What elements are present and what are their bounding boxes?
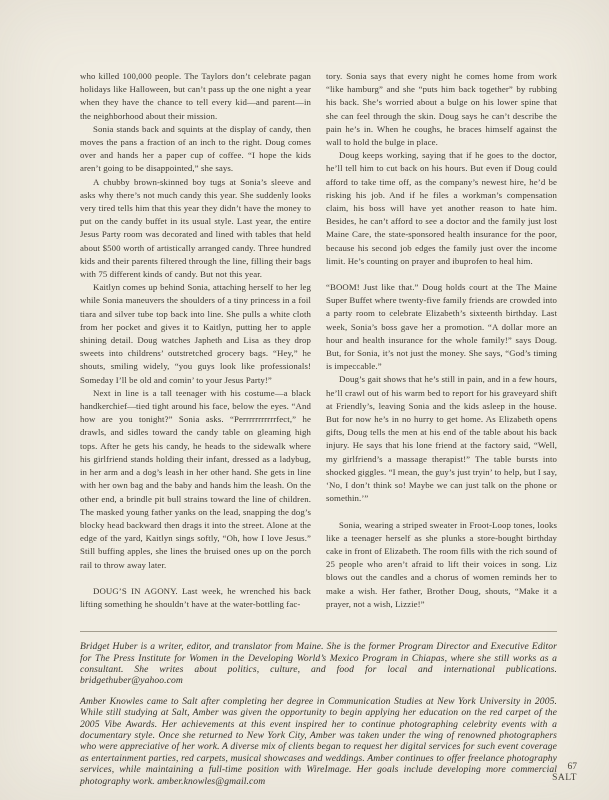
article-paragraph: who killed 100,000 people. The Taylors don’t celebrate pagan holidays like Halloween, but can’t pass up the one night a year when they have the chance to tell every kid—and parent—in the neighborhood about their mission.: [80, 71, 311, 121]
page-footer: [552, 762, 577, 784]
contributor-bio: Bridget Huber is a writer, editor, and translator from Maine. She is the former Program Director and Executive Editor for The Press Institute for Women in the Developing World’s Mexico Program in Chiapas, where she still works as a consultant. She writes about politics, culture, and food for local and international publications. bridgethuber@yahoo.com: [80, 641, 557, 687]
article-paragraph: Doug’s gait shows that he’s still in pain, and in a few hours, he’ll crawl out of his warm bed to report for his graveyard shift at Friendly’s, leaving Sonia and the kids asleep in the house. But for now he’s in no hurry to get home. As Elizabeth opens gifts, Doug tells the men at his end of the table about his back injury. He says that his lone friend at the factory said, “Well, my girlfriend’s a massage therapist!” The table bursts into shocked giggles. “I mean, the guy’s just tryin’ to help, but I say, ‘No, I don’t think so! Maybe we can just talk on the phone or somethin.’”: [326, 374, 557, 504]
article-paragraph: Next in line is a tall teenager with his costume—a black handkerchief—tied tight around his face, below the eyes. “And how are you tonight?” Sonia asks. “Perrrrrrrrrrrfect,” he drawls, and sidles toward the candy table on gleaming high tops. After he gets his candy, he heads to the sidewalk where his girlfriend stands holding their infant, dressed as a ladybug, in her arm and a dog’s leash in her other hand. She gets in line with her own bag and the baby and hands him the leash. On the other end, a brindle pit bull strains toward the line of children. The masked young father yanks on the lead, snapping the dog’s blocky head backward then drags it into the street. Alone at the edge of the yard, Kaitlyn sings softly, “Oh, how I love Jesus.” Still buffing apples, she lines the bruised ones up on the porch rail to throw away later.: [80, 387, 311, 570]
article-paragraph: Doug keeps working, saying that if he goes to the doctor, he’ll tell him to cut back on his hours. But even if Doug could afford to take time off, as the company’s newest hire, he’d be risking his job. And if he files a workman’s compensation claim, his boss will have yet another reason to hate him. Besides, he can’t afford to see a doctor and the family just lost Maine Care, the state-sponsored health insurance for the poor, because his second job edges the family just over the income limit. He’s counting on prayer and ibuprofen to heal him.: [326, 150, 557, 266]
article-paragraph: DOUG’S IN AGONY. Last week, he wrenched his back lifting something he shouldn’t have at the water-bottling fac-: [80, 585, 311, 609]
contributor-bio: Amber Knowles came to Salt after completing her degree in Communication Studies at New York University in 2005. While still studying at Salt, Amber was given the opportunity to begin applying her education on the red carpet of the 2005 Vibe Awards. Her achievements at this event inspired her to continue photographing celebrity events with a documentary style. Once she returned to New York City, Amber was taken under the wing of renowned photographers who were appreciative of her work. A diverse mix of clients began to request her digital services for such event coverage as entertainment parties, red carpets, musical showcases and weddings. Amber continues to offer freelance photography services, while maintaining a full-time position with WireImage. Her goals include developing more commercial photography work. amber.knowles@gmail.com: [80, 695, 557, 787]
bio-section-divider: [80, 631, 557, 632]
page-content: [80, 70, 557, 796]
article-paragraph: Sonia stands back and squints at the display of candy, then moves the pans a fraction of an inch to the right. Doug comes over and hands her a paper cup of coffee. “I hope the kids aren’t going to be disappointed,” she says.: [80, 123, 311, 174]
page-number: 67: [567, 762, 577, 772]
article-paragraph: Kaitlyn comes up behind Sonia, attaching herself to her leg while Sonia maneuvers the shoulders of a tiny princess in a foil tiara and silver tube top back into line. She pulls a white cloth from her pocket and gives it to Kaitlyn, putting her to apple shining detail. Doug watches Japheth and Lisa as they drop sweets into childrens’ outstretched grocery bags. “Hey,” he shouts, smiling widely, “you guys look like professionals! Someday I’ll be old and comin’ to your Jesus Party!”: [80, 282, 311, 385]
article-column-left: [80, 70, 311, 611]
article-columns: [80, 70, 557, 611]
article-paragraph: Sonia, wearing a striped sweater in Froot-Loop tones, looks like a teenager herself as she plunks a store-bought birthday cake in front of Elizabeth. The room fills with the rich sound of 25 people who aren’t afraid to lift their voices in song. Liz blows out the candles and a chorus of women reminds her to make a wish. Her father, Brother Doug, shouts, “Make it a prayer, not a wish, Lizzie!”: [326, 519, 557, 609]
article-paragraph: “BOOM! Just like that.” Doug holds court at the The Maine Super Buffet where twenty-five family friends are crowded into a party room to celebrate Elizabeth’s sixteenth birthday. Last week, Sonia’s boss gave her a promotion. “A dollar more an hour and health insurance for the whole family!” says Doug. But, for Sonia, it’s not just the money. She says, “God’s timing is impeccable.”: [326, 282, 557, 372]
article-column-right: [326, 70, 557, 611]
article-paragraph: A chubby brown-skinned boy tugs at Sonia’s sleeve and asks why there’s not much candy this year. She suddenly looks very tired tells him that this year they didn’t have the money to put on the candy buffet in its usual style. Last year, the entire Jesus Party room was decorated and lined with tables that held about $500 worth of artistically arranged candy. Three hundred kids and their parents filtered through the line, filling their bags with 75 different kinds of candy. But not this year.: [80, 176, 311, 280]
contributor-bios: [80, 641, 557, 787]
article-paragraph: tory. Sonia says that every night he comes home from work “like hamburg” and she “puts him back together” by rubbing his back. She’s worried about a bulge on his lower spine that she can feel through the skin. Doug says he can’t describe the pain he’s in. When he coughs, he braces himself against the wall to hold the bulge in place.: [326, 71, 557, 148]
publication-name: SALT: [552, 773, 577, 783]
